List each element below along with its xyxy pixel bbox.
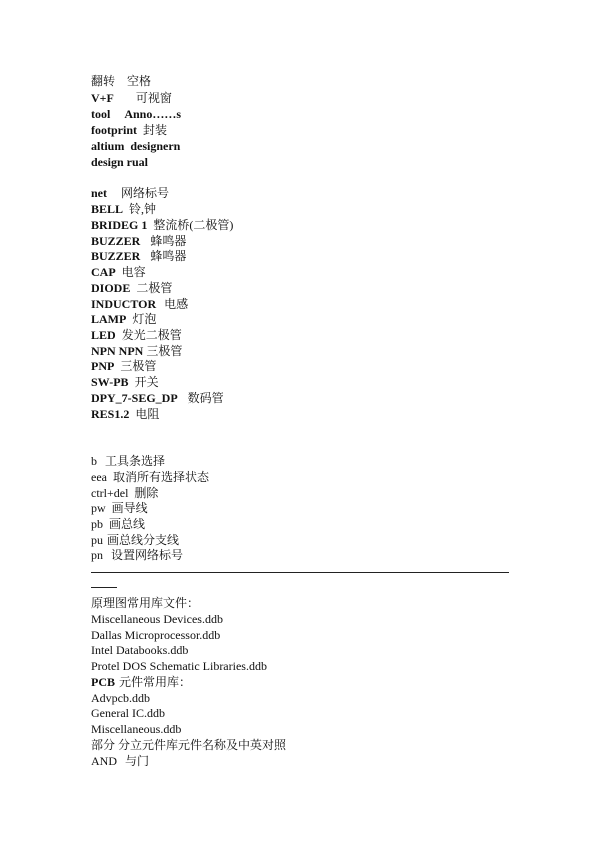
- term: pu: [91, 533, 103, 547]
- term: eea: [91, 470, 107, 484]
- term: pn: [91, 548, 103, 562]
- pcb-heading-bold: PCB: [91, 675, 115, 689]
- term: AND: [91, 754, 117, 768]
- meaning: 蜂鸣器: [150, 249, 187, 263]
- term: BELL: [91, 202, 124, 216]
- meaning: 封装: [143, 123, 168, 137]
- note-line: [91, 107, 181, 122]
- term: b: [91, 454, 97, 468]
- term: NPN NPN: [91, 344, 144, 358]
- meaning: 数码管: [187, 391, 224, 405]
- component-line: [91, 359, 156, 374]
- schematic-heading: 原理图常用库文件：: [91, 596, 200, 610]
- component-line: [91, 297, 188, 312]
- term: DPY_7-SEG_DP: [91, 391, 178, 405]
- horizontal-rule: [91, 572, 509, 573]
- component-line: [91, 407, 159, 422]
- library-item: Intel Databooks.ddb: [91, 643, 189, 657]
- term: INDUCTOR: [91, 297, 157, 311]
- meaning: 电容: [121, 265, 146, 279]
- component-line: [91, 202, 156, 217]
- meaning: 电阻: [135, 407, 160, 421]
- component-line: [91, 249, 186, 264]
- library-item: Miscellaneous.ddb: [91, 722, 182, 736]
- component-line: [91, 218, 233, 233]
- term: footprint: [91, 123, 137, 137]
- meaning: 三极管: [146, 344, 183, 358]
- term: pw: [91, 501, 106, 515]
- term: LED: [91, 328, 116, 342]
- meaning: 二极管: [136, 281, 173, 295]
- component-line: [91, 234, 186, 249]
- term: design rual: [91, 155, 149, 169]
- library-item: General IC.ddb: [91, 706, 165, 720]
- pcb-heading-rest: 元件常用库：: [119, 675, 192, 689]
- meaning: 铃,钟: [129, 202, 157, 216]
- term: BUZZER: [91, 249, 141, 263]
- pcb-heading: [91, 675, 191, 690]
- command-line: [91, 517, 145, 532]
- library-item: Advpcb.ddb: [91, 691, 150, 705]
- term: PNP: [91, 359, 115, 373]
- meaning: 工具条选择: [105, 454, 166, 468]
- term: 翻转: [91, 74, 116, 88]
- term: CAP: [91, 265, 116, 279]
- command-line: [91, 486, 158, 501]
- meaning: 三极管: [120, 359, 157, 373]
- meaning: 与门: [125, 754, 150, 768]
- term: pb: [91, 517, 103, 531]
- meaning: 删除: [134, 486, 159, 500]
- term: ctrl+del: [91, 486, 129, 500]
- component-line: [91, 186, 169, 201]
- component-line: [91, 391, 224, 406]
- component-line: [91, 312, 156, 327]
- meaning: 开关: [134, 375, 159, 389]
- meaning: 画导线: [111, 501, 148, 515]
- term: RES1.2: [91, 407, 130, 421]
- meaning: 电感: [164, 297, 189, 311]
- term: BUZZER: [91, 234, 141, 248]
- library-item: Protel DOS Schematic Libraries.ddb: [91, 659, 267, 673]
- command-line: [91, 470, 209, 485]
- term: V+F: [91, 91, 114, 105]
- note-line: [91, 123, 167, 138]
- meaning: 网络标号: [121, 186, 170, 200]
- meaning: 发光二极管: [121, 328, 182, 342]
- library-item: Dallas Microprocessor.ddb: [91, 628, 221, 642]
- meaning: 灯泡: [132, 312, 157, 326]
- term: net: [91, 186, 107, 200]
- term: altium: [91, 139, 125, 153]
- meaning: 空格: [127, 74, 152, 88]
- term: SW-PB: [91, 375, 129, 389]
- note-line: [91, 155, 148, 170]
- command-line: [91, 501, 148, 516]
- command-line: [91, 548, 183, 563]
- meaning: Anno……s: [124, 107, 182, 121]
- meaning: 可视窗: [135, 91, 172, 105]
- component-line: [91, 265, 146, 280]
- component-line: [91, 281, 172, 296]
- section-note: 部分 分立元件库元件名称及中英对照: [91, 738, 287, 752]
- horizontal-rule-tail: [91, 587, 117, 588]
- term: tool: [91, 107, 111, 121]
- meaning: 蜂鸣器: [150, 234, 187, 248]
- command-line: [91, 533, 179, 548]
- note-line: [91, 91, 172, 106]
- note-line: [91, 74, 151, 89]
- meaning: 整流桥(二极管): [153, 218, 234, 232]
- meaning: 画总线: [109, 517, 146, 531]
- meaning: designern: [130, 139, 181, 153]
- component-line: [91, 375, 159, 390]
- term: LAMP: [91, 312, 127, 326]
- meaning: 设置网络标号: [111, 548, 184, 562]
- meaning: 取消所有选择状态: [112, 470, 209, 484]
- term: DIODE: [91, 281, 131, 295]
- component-line: [91, 754, 149, 769]
- term: BRIDEG 1: [91, 218, 148, 232]
- component-line: [91, 344, 182, 359]
- command-line: [91, 454, 165, 469]
- library-item: Miscellaneous Devices.ddb: [91, 612, 223, 626]
- meaning: 画总线分支线: [107, 533, 180, 547]
- note-line: [91, 139, 180, 154]
- component-line: [91, 328, 182, 343]
